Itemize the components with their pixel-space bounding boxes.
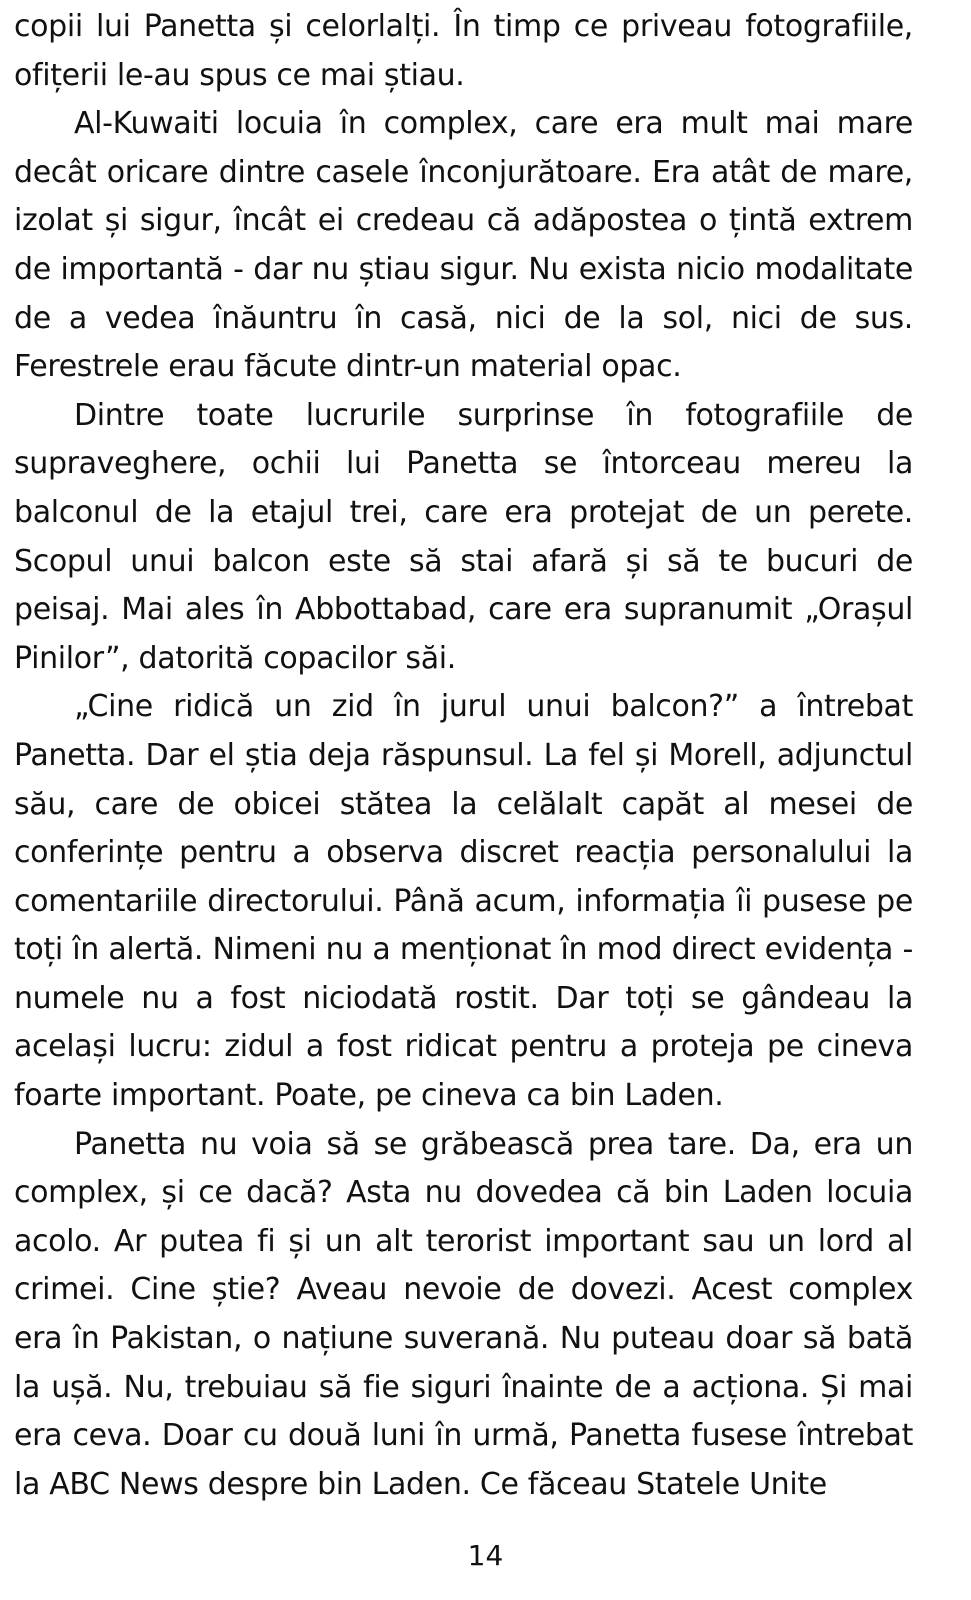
text-body — [14, 3, 913, 1509]
paragraph-5: Panetta nu voia să se grăbească prea tare. Da, era un complex, și ce dacă? Asta nu dovedea că bin Laden locuia acolo. Ar putea fi și un alt terorist important sau un lord al crimei. Cine știe? Aveau nevoie de dovezi. Acest complex era în Pakistan, o națiune suverană. Nu puteau doar să bată la ușă. Nu, trebuiau să fie siguri înainte de a acționa. Și mai era ceva. Doar cu două luni în urmă, Panetta fusese întrebat la ABC News despre bin Laden. Ce făceau Statele Unite — [14, 1126, 913, 1502]
paragraph-4: „Cine ridică un zid în jurul unui balcon?” a întrebat Panetta. Dar el știa deja răspunsul. La fel și Morell, adjunctul său, care de obicei stătea la celălalt capăt al mesei de conferințe pentru a observa discret reacția personalului la comentariile directorului. Până acum, informația îi pusese pe toți în alertă. Nimeni nu a menționat în mod direct evidența - numele nu a fost niciodată rostit. Dar toți se gândeau la același lucru: zidul a fost ridicat pentru a proteja pe cineva foarte important. Poate, pe cineva ca bin Laden. — [14, 689, 913, 1114]
paragraph-2: Al-Kuwaiti locuia în complex, care era mult mai mare decât oricare dintre casele înconjurătoare. Era atât de mare, izolat și sigur, încât ei credeau că adăpostea o țintă extrem de importantă - dar nu știau sigur. Nu exista nicio modalitate de a vedea înăuntru în casă, nici de la sol, nici de sus. Ferestrele erau făcute dintr-un material opac. — [14, 106, 913, 385]
page-number: 14 — [467, 1539, 504, 1572]
paragraph-1: copii lui Panetta și celorlalți. În timp ce priveau fotografiile, ofițerii le-au spus ce mai știau. — [14, 9, 913, 93]
paragraph-3: Dintre toate lucrurile surprinse în fotografiile de supraveghere, ochii lui Panetta se întorceau mereu la balconul de la etajul trei, care era protejat de un perete. Scopul unui balcon este să stai afară și să te bucuri de peisaj. Mai ales în Abbottabad, care era supranumit „Orașul Pinilor”, datorită copacilor săi. — [14, 397, 913, 676]
